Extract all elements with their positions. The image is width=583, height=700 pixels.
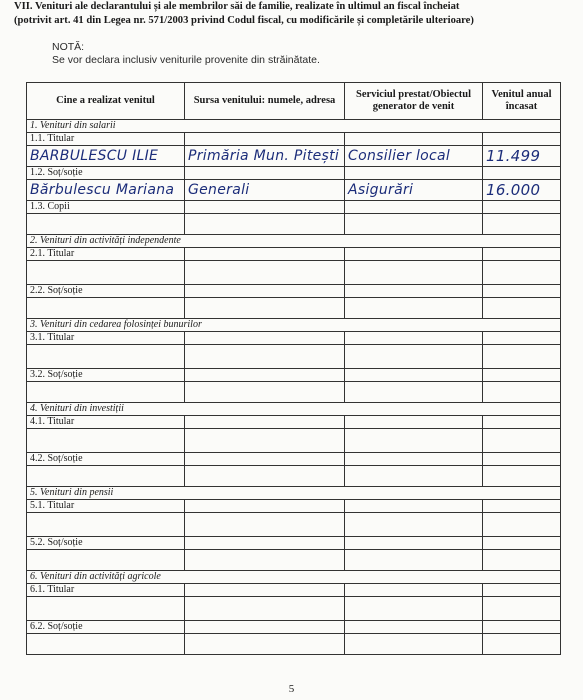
section-title: 5. Venituri din pensii <box>27 487 561 500</box>
handwritten-cell: BARBULESCU ILIE <box>27 146 185 167</box>
page-number: 5 <box>288 683 295 695</box>
table-row <box>27 453 561 466</box>
table-row <box>27 513 561 537</box>
row-label: 1.2. Soț/soție <box>27 167 185 180</box>
section-title: 6. Venituri din activități agricole <box>27 571 561 584</box>
section-title: 3. Venituri din cedarea folosinței bunurilor <box>27 319 561 332</box>
section-row <box>27 319 561 332</box>
row-label: 2.2. Soț/soție <box>27 285 185 298</box>
table-row <box>27 429 561 453</box>
section-row <box>27 571 561 584</box>
table-row <box>27 466 561 487</box>
section-row <box>27 487 561 500</box>
table-header-row <box>27 83 561 120</box>
table-row <box>27 597 561 621</box>
handwritten-cell: Bărbulescu Mariana <box>27 180 185 201</box>
note-block <box>52 41 320 66</box>
table-row <box>27 167 561 180</box>
row-label: 3.1. Titular <box>27 332 185 345</box>
table-row <box>27 180 561 201</box>
row-label: 6.2. Soț/soție <box>27 621 185 634</box>
table-row <box>27 332 561 345</box>
table-row <box>27 214 561 235</box>
handwritten-cell: Asigurări <box>345 180 483 201</box>
row-label: 4.2. Soț/soție <box>27 453 185 466</box>
table-row <box>27 133 561 146</box>
handwritten-cell: 11.499 <box>483 146 561 167</box>
table-row <box>27 416 561 429</box>
row-label: 1.3. Copii <box>27 201 185 214</box>
table-row <box>27 537 561 550</box>
row-label: 6.1. Titular <box>27 584 185 597</box>
table-row <box>27 201 561 214</box>
section-row <box>27 120 561 133</box>
table-row <box>27 345 561 369</box>
section-title: 1. Venituri din salarii <box>27 120 561 133</box>
handwritten-cell: Primăria Mun. Pitești <box>185 146 345 167</box>
row-label: 5.2. Soț/soție <box>27 537 185 550</box>
section-heading-line1: VII. Venituri ale declarantului și ale membrilor săi de familie, realizate în ultimul an fiscal încheiat <box>14 1 460 12</box>
section-heading-line2: (potrivit art. 41 din Legea nr. 571/2003 privind Codul fiscal, cu modificările și completările ulterioare) <box>14 15 474 26</box>
table-row <box>27 382 561 403</box>
income-table <box>26 82 561 655</box>
section-title: 2. Venituri din activități independente <box>27 235 561 248</box>
note-title: NOTĂ: <box>52 41 85 53</box>
section-title: 4. Venituri din investiții <box>27 403 561 416</box>
header-venitul: Venitul anual încasat <box>483 83 561 120</box>
row-label: 2.1. Titular <box>27 248 185 261</box>
table-row <box>27 285 561 298</box>
header-sursa: Sursa venitului: numele, adresa <box>185 83 345 120</box>
handwritten-cell: 16.000 <box>483 180 561 201</box>
row-label: 1.1. Titular <box>27 133 185 146</box>
table-row <box>27 584 561 597</box>
section-row <box>27 235 561 248</box>
table-row <box>27 621 561 634</box>
row-label: 4.1. Titular <box>27 416 185 429</box>
table-row <box>27 298 561 319</box>
header-cine: Cine a realizat venitul <box>27 83 185 120</box>
row-label: 3.2. Soț/soție <box>27 369 185 382</box>
handwritten-cell: Generali <box>185 180 345 201</box>
table-row <box>27 261 561 285</box>
note-text: Se vor declara inclusiv veniturile provenite din străinătate. <box>52 53 320 66</box>
handwritten-cell: Consilier local <box>345 146 483 167</box>
section-heading <box>14 0 570 28</box>
table-row <box>27 550 561 571</box>
table-row <box>27 146 561 167</box>
section-row <box>27 403 561 416</box>
table-row <box>27 248 561 261</box>
table-row <box>27 500 561 513</box>
table-row <box>27 369 561 382</box>
table-row <box>27 634 561 655</box>
header-serviciul: Serviciul prestat/Obiectul generator de venit <box>345 83 483 120</box>
row-label: 5.1. Titular <box>27 500 185 513</box>
